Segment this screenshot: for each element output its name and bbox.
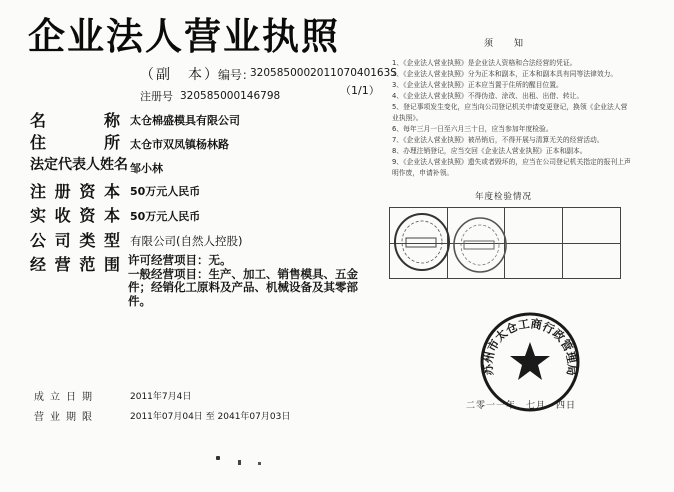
copy-label: （副 本） [140,67,220,83]
serial-label: 编号： [218,68,255,82]
reg-number: 320585000146798 [180,90,281,102]
term-label: 营业期限 [34,412,98,423]
founded-date: 2011年7月4日 [130,392,192,402]
scan-speck [216,456,220,460]
field-value-legal-rep: 邹小林 [130,162,163,175]
business-term: 2011年07月04日 至 2041年07月03日 [130,412,291,422]
svg-text:苏州市太仓工商行政管理局: 苏州市太仓工商行政管理局 [480,316,580,377]
field-label-paid-capital: 实收资本 [30,206,120,225]
scope-licensed: 许可经营项目：无。 [128,253,232,267]
business-scope [128,254,364,308]
field-label-name: 名 称 [30,111,120,130]
notice-item: 8、办理注销登记，应当交回《企业法人营业执照》正本和副本。 [392,147,587,155]
field-value-paid-capital: 50万元人民币 [130,210,201,223]
issue-date: 二零一一年 七月 四日 [466,401,577,411]
serial-number: 320585000201107040163S [250,67,397,79]
page-indicator: （1/1） [340,84,380,97]
notice-item: 4、《企业法人营业执照》不得伪造、涂改、出租、出借、转让。 [392,92,584,100]
scan-speck [258,462,261,465]
reg-label: 注册号 [140,90,173,103]
field-label-address: 住 所 [30,133,120,152]
notice-item: 1、《企业法人营业执照》是企业法人资格和合法经营的凭证。 [392,59,577,67]
notice-item: 6、每年三月一日至六月三十日，应当参加年度检验。 [392,125,553,133]
field-value-name: 太仓棉盛模具有限公司 [130,114,240,127]
notice-list [392,58,632,179]
field-value-company-type: 有限公司(自然人控股) [130,234,243,248]
annual-inspection-heading: 年度检验情况 [475,192,533,202]
field-value-reg-capital: 50万元人民币 [130,185,201,198]
inspection-stamp-icon [392,208,452,276]
scan-speck [238,460,241,465]
inspection-stamp-icon [450,212,510,278]
notice-item: 2、《企业法人营业执照》分为正本和副本，正本和副本具有同等法律效力。 [392,70,618,78]
notice-item: 9、《企业法人营业执照》遗失或者毁坏的，应当在公司登记机关指定的报刊上声明作废，申请补领。 [392,158,631,177]
field-label-scope: 经营范围 [30,255,120,274]
license-title: 企业法人营业执照 [28,15,340,58]
notice-item: 3、《企业法人营业执照》正本应当置于住所的醒目位置。 [392,81,563,89]
field-label-reg-capital: 注册资本 [30,182,120,201]
founded-label: 成立日期 [34,392,98,403]
scope-general: 一般经营项目：生产、加工、销售模具、五金件；经销化工原料及产品、机械设备及其零部件。 [128,266,358,308]
field-value-address: 太仓市双凤镇杨林路 [130,138,229,151]
field-label-company-type: 公司类型 [30,231,120,250]
notice-heading: 须 知 [484,39,530,49]
notice-item: 5、登记事项发生变化，应当向公司登记机关申请变更登记，换领《企业法人营业执照》。 [392,103,628,122]
notice-item: 7、《企业法人营业执照》被吊销后，不得开展与清算无关的经营活动。 [392,136,604,144]
field-label-legal-rep: 法定代表人姓名 [30,157,128,173]
